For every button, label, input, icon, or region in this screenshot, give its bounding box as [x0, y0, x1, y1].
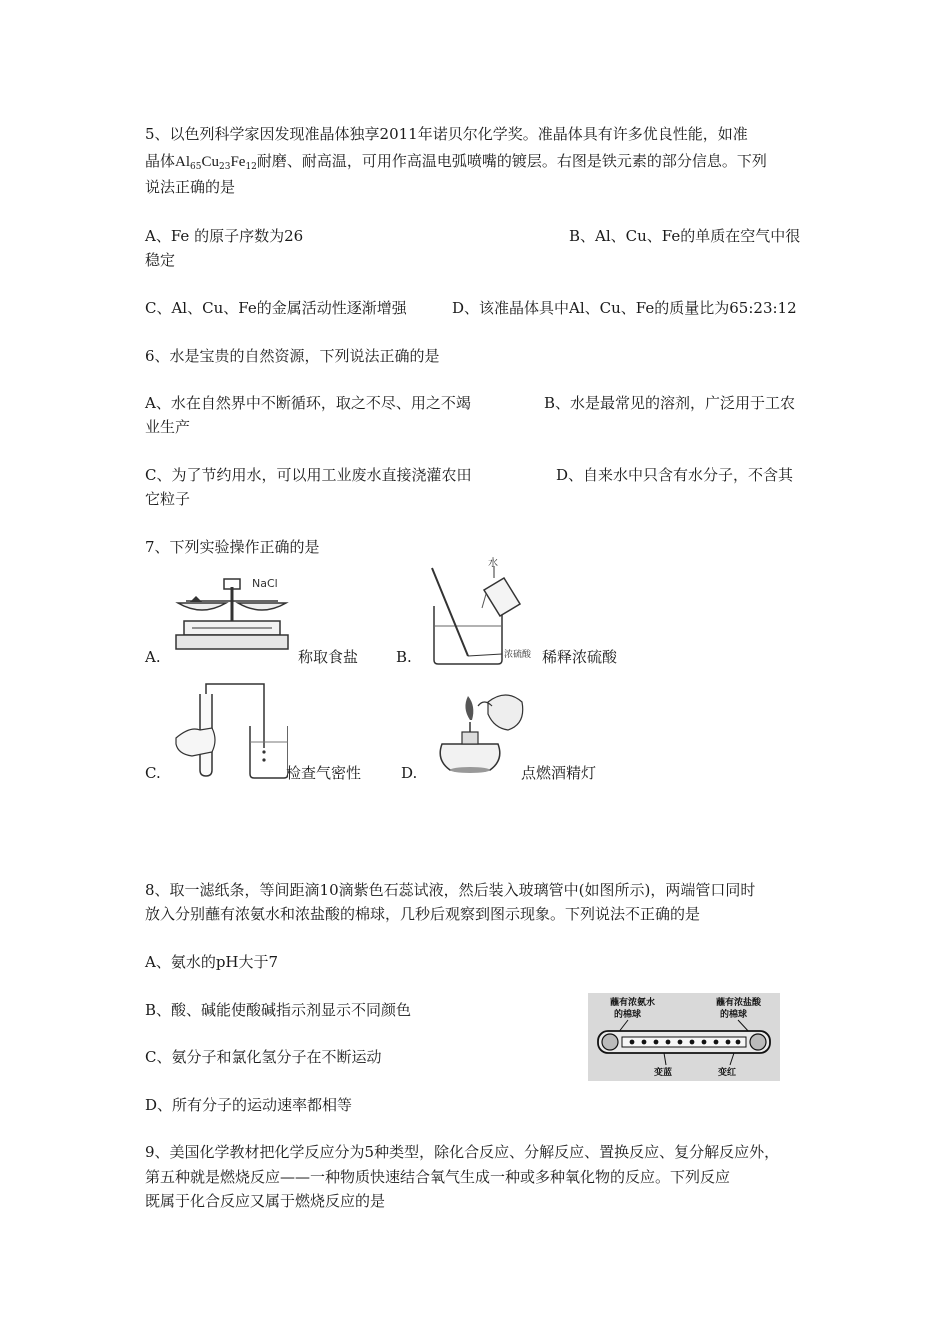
q8-option-d: D、所有分子的运动速率都相等: [145, 1096, 353, 1114]
q8-option-b: B、酸、碱能使酸碱指示剂显示不同颜色: [145, 1001, 412, 1019]
balance-figure: [172, 573, 292, 665]
q7-option-c-text: 检查气密性: [286, 764, 362, 782]
q7-option-c-letter: C.: [145, 764, 161, 782]
q5-stem-line2-pre: 晶体: [145, 152, 176, 170]
q6-stem: 6、水是宝贵的自然资源，下列说法正确的是: [145, 347, 440, 365]
diffusion-tube-figure: [588, 993, 780, 1081]
alcohol-lamp-figure: [428, 684, 528, 780]
q7-option-a-letter: A.: [145, 648, 161, 666]
acid-label: 浓硫酸: [504, 650, 532, 660]
q5-option-b: B、Al、Cu、Fe的单质在空气中很: [569, 227, 801, 245]
q5-option-a: A、Fe 的原子序数为26: [145, 227, 304, 245]
nacl-label: NaCl: [252, 577, 278, 590]
q9-stem-line2: 第五种就是燃烧反应——一种物质快速结合氧气生成一种或多种氧化物的反应。下列反应: [145, 1168, 731, 1186]
q5-stem-line2: [145, 149, 767, 179]
formula-al: Al: [175, 154, 191, 170]
q7-option-d-text: 点燃酒精灯: [521, 764, 597, 782]
q5-option-c: C、Al、Cu、Fe的金属活动性逐渐增强: [145, 299, 407, 317]
fig-label-right-1: 蘸有浓盐酸: [716, 998, 762, 1008]
q6-option-a: A、水在自然界中不断循环，取之不尽、用之不竭: [145, 394, 471, 412]
q8-stem-line2: 放入分别蘸有浓氨水和浓盐酸的棉球，几秒后观察到图示现象。下列说法不正确的是: [145, 905, 701, 923]
q7-option-b-text: 稀释浓硫酸: [542, 648, 618, 666]
q7-option-b-letter: B.: [396, 648, 412, 666]
q5-option-d: D、该准晶体具中Al、Cu、Fe的质量比为65:23:12: [452, 299, 797, 317]
q8-stem-line1: 8、取一滤纸条，等间距滴10滴紫色石蕊试液，然后装入玻璃管中(如图所示)，两端管口同时: [145, 881, 756, 899]
q7-stem: 7、下列实验操作正确的是: [145, 538, 320, 556]
formula-fe: Fe: [230, 154, 246, 170]
q9-stem-line3: 既属于化合反应又属于燃烧反应的是: [145, 1192, 386, 1210]
q6-option-d-cont: 它粒子: [145, 490, 191, 508]
fig-label-right-2: 的棉球: [720, 1010, 748, 1020]
q5-option-b-cont: 稳定: [145, 251, 176, 269]
q7-option-d-letter: D.: [401, 764, 418, 782]
fig-label-left-1: 蘸有浓氨水: [610, 998, 656, 1008]
fig-label-red: 变红: [718, 1068, 737, 1078]
q6-option-d: D、自来水中只含有水分子，不含其: [556, 466, 794, 484]
formula-cu: Cu: [201, 154, 219, 170]
q6-option-c: C、为了节约用水，可以用工业废水直接浇灌农田: [145, 466, 472, 484]
formula-fe-sub: 12: [245, 162, 257, 172]
dilution-figure: [422, 556, 540, 666]
q6-option-b: B、水是最常见的溶剂，广泛用于工农: [544, 394, 796, 412]
q8-option-a: A、氨水的pH大于7: [145, 953, 279, 971]
q9-stem-line1: 9、美国化学教材把化学反应分为5种类型，除化合反应、分解反应、置换反应、复分解反应外，: [145, 1143, 780, 1161]
airtightness-figure: [172, 680, 288, 780]
water-label: 水: [488, 558, 498, 569]
formula-al-sub: 65: [190, 162, 202, 172]
q8-option-c: C、氨分子和氯化氢分子在不断运动: [145, 1048, 382, 1066]
q5-stem-line3: 说法正确的是: [145, 178, 236, 196]
q5-stem-line1: 5、以色列科学家因发现准晶体独享2011年诺贝尔化学奖。准晶体具有许多优良性能，如准: [145, 125, 748, 143]
formula-cu-sub: 23: [218, 162, 231, 172]
fig-label-left-2: 的棉球: [614, 1010, 642, 1020]
q5-stem-line2-post: 耐磨、耐高温，可用作高温电弧喷嘴的镀层。右图是铁元素的部分信息。下列: [256, 152, 767, 170]
fig-label-blue: 变蓝: [654, 1068, 673, 1078]
q7-option-a-text: 称取食盐: [298, 648, 359, 666]
q6-option-b-cont: 业生产: [145, 418, 191, 436]
